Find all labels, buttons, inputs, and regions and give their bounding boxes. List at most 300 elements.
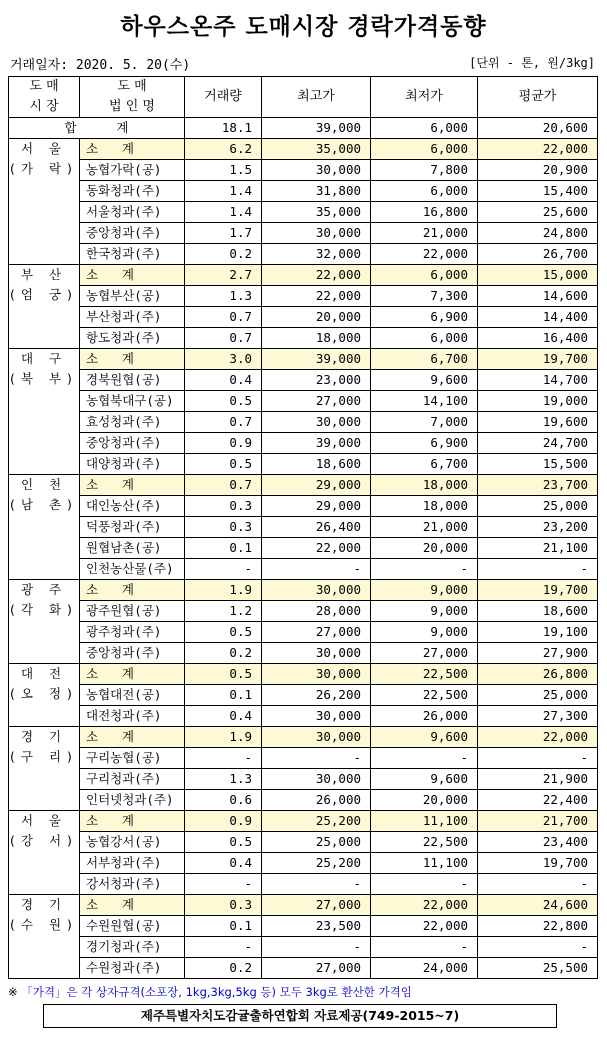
subtotal-avg: 23,700 (478, 475, 598, 496)
header-corp-line1: 도 매 (117, 79, 147, 94)
cell-volume: 0.4 (185, 370, 262, 391)
cell-min: 9,600 (371, 769, 478, 790)
subtotal-label (80, 265, 185, 286)
cell-max: 29,000 (262, 496, 371, 517)
corp-name: 동화청과(주) (80, 181, 185, 202)
subtotal-avg: 21,700 (478, 811, 598, 832)
corp-name: 중앙청과(주) (80, 433, 185, 454)
table-row (9, 517, 598, 538)
cell-max: 26,000 (262, 790, 371, 811)
cell-volume: 0.5 (185, 832, 262, 853)
subtotal-avg: 22,000 (478, 727, 598, 748)
cell-max: 27,000 (262, 622, 371, 643)
subtotal-char: 계 (121, 897, 134, 912)
subtotal-row (9, 895, 598, 916)
market-location: (수 원) (10, 917, 78, 932)
cell-avg: 24,800 (478, 223, 598, 244)
subtotal-char: 계 (121, 351, 134, 366)
cell-min: 21,000 (371, 223, 478, 244)
subtotal-volume: 2.7 (185, 265, 262, 286)
subtotal-volume: 0.3 (185, 895, 262, 916)
subtotal-label (80, 475, 185, 496)
subtotal-char: 소 (86, 666, 99, 681)
cell-min: 21,000 (371, 517, 478, 538)
cell-avg: 14,400 (478, 307, 598, 328)
subtotal-label (80, 727, 185, 748)
subtotal-label (80, 139, 185, 160)
header-max: 최고가 (262, 77, 371, 118)
corp-name: 농협가락(공) (80, 160, 185, 181)
table-row (9, 370, 598, 391)
cell-min: 22,000 (371, 916, 478, 937)
subtotal-row (9, 580, 598, 601)
cell-max: 26,400 (262, 517, 371, 538)
market-name: 광 주 (20, 582, 68, 597)
market-name: 대 전 (20, 666, 68, 681)
cell-min: 7,800 (371, 160, 478, 181)
table-row (9, 433, 598, 454)
cell-min: 18,000 (371, 496, 478, 517)
cell-avg: 19,000 (478, 391, 598, 412)
cell-min: - (371, 748, 478, 769)
subtotal-row (9, 664, 598, 685)
subtotal-min: 9,600 (371, 727, 478, 748)
corp-name: 농협대전(공) (80, 685, 185, 706)
subtotal-max: 30,000 (262, 727, 371, 748)
market-name: 경 기 (20, 729, 68, 744)
corp-name: 인터넷청과(주) (80, 790, 185, 811)
subtotal-max: 27,000 (262, 895, 371, 916)
header-min: 최저가 (371, 77, 478, 118)
cell-avg: 25,500 (478, 958, 598, 979)
subtotal-row (9, 475, 598, 496)
footnote (8, 984, 412, 1000)
cell-volume: 0.2 (185, 958, 262, 979)
table-row (9, 244, 598, 265)
corp-name: 경북원협(공) (80, 370, 185, 391)
cell-min: 16,800 (371, 202, 478, 223)
cell-min: 6,900 (371, 433, 478, 454)
cell-min: 9,000 (371, 622, 478, 643)
trade-date: 거래일자: 2020. 5. 20(수) (10, 58, 191, 73)
subtotal-min: 6,700 (371, 349, 478, 370)
table-row (9, 391, 598, 412)
cell-max: 35,000 (262, 202, 371, 223)
cell-volume: 0.2 (185, 244, 262, 265)
subtotal-row (9, 265, 598, 286)
subtotal-label (80, 349, 185, 370)
cell-avg: 18,600 (478, 601, 598, 622)
market-cell (9, 895, 80, 979)
cell-volume: 0.9 (185, 433, 262, 454)
cell-min: 6,900 (371, 307, 478, 328)
subtotal-min: 6,000 (371, 265, 478, 286)
cell-max: 25,000 (262, 832, 371, 853)
corp-name: 수원원협(공) (80, 916, 185, 937)
cell-avg: 15,500 (478, 454, 598, 475)
corp-name: 중앙청과(주) (80, 643, 185, 664)
table-row (9, 748, 598, 769)
cell-avg: 14,700 (478, 370, 598, 391)
subtotal-char: 계 (121, 477, 134, 492)
cell-avg: 25,600 (478, 202, 598, 223)
cell-max: 28,000 (262, 601, 371, 622)
subtotal-char: 계 (121, 813, 134, 828)
subtotal-label (80, 664, 185, 685)
subtotal-max: 35,000 (262, 139, 371, 160)
cell-max: - (262, 748, 371, 769)
market-location: (오 정) (10, 686, 78, 701)
table-row (9, 412, 598, 433)
cell-min: 26,000 (371, 706, 478, 727)
subtotal-avg: 26,800 (478, 664, 598, 685)
cell-volume: - (185, 937, 262, 958)
table-row (9, 181, 598, 202)
corp-name: 농협부산(공) (80, 286, 185, 307)
table-row (9, 790, 598, 811)
table-row (9, 643, 598, 664)
market-cell (9, 475, 80, 580)
corp-name: 효성청과(주) (80, 412, 185, 433)
cell-min: 14,100 (371, 391, 478, 412)
cell-max: 27,000 (262, 391, 371, 412)
cell-avg: - (478, 937, 598, 958)
cell-avg: - (478, 874, 598, 895)
subtotal-avg: 19,700 (478, 580, 598, 601)
subtotal-char: 소 (86, 267, 99, 282)
subtotal-row (9, 139, 598, 160)
corp-name: 경기청과(주) (80, 937, 185, 958)
cell-max: 32,000 (262, 244, 371, 265)
cell-max: 18,600 (262, 454, 371, 475)
market-location: (북 부) (10, 371, 78, 386)
cell-volume: 0.7 (185, 412, 262, 433)
subtotal-char: 소 (86, 582, 99, 597)
subtotal-row (9, 349, 598, 370)
cell-avg: 19,700 (478, 853, 598, 874)
corp-name: 항도청과(주) (80, 328, 185, 349)
market-name: 인 천 (20, 477, 68, 492)
table-header-row (9, 77, 598, 118)
subtotal-avg: 19,700 (478, 349, 598, 370)
cell-avg: 19,600 (478, 412, 598, 433)
corp-name: 광주원협(공) (80, 601, 185, 622)
cell-avg: - (478, 748, 598, 769)
corp-name: 덕풍청과(주) (80, 517, 185, 538)
header-market-line2: 시 장 (29, 99, 59, 114)
cell-min: 22,000 (371, 244, 478, 265)
subtotal-char: 계 (121, 141, 134, 156)
unit-label: [단위 - 톤, 원/3kg] (469, 56, 595, 70)
table-row (9, 559, 598, 580)
cell-volume: 0.5 (185, 622, 262, 643)
corp-name: 광주청과(주) (80, 622, 185, 643)
cell-volume: 0.6 (185, 790, 262, 811)
cell-max: 27,000 (262, 958, 371, 979)
corp-name: 서부청과(주) (80, 853, 185, 874)
cell-avg: 25,000 (478, 496, 598, 517)
market-name: 서 울 (20, 813, 68, 828)
subtotal-volume: 0.5 (185, 664, 262, 685)
cell-avg: 26,700 (478, 244, 598, 265)
cell-min: 20,000 (371, 790, 478, 811)
total-row (9, 118, 598, 139)
cell-avg: 27,300 (478, 706, 598, 727)
subtotal-char: 계 (121, 582, 134, 597)
market-name: 대 구 (20, 351, 68, 366)
price-table (8, 76, 598, 979)
subtotal-max: 29,000 (262, 475, 371, 496)
cell-min: 6,000 (371, 181, 478, 202)
cell-max: 20,000 (262, 307, 371, 328)
corp-name: 대인농산(주) (80, 496, 185, 517)
market-location: (가 락) (10, 161, 78, 176)
table-row (9, 937, 598, 958)
corp-name: 수원청과(주) (80, 958, 185, 979)
header-corp-line2: 법 인 명 (109, 99, 155, 114)
market-location: (남 촌) (10, 497, 78, 512)
market-location: (구 리) (10, 749, 78, 764)
total-volume: 18.1 (185, 118, 262, 139)
cell-avg: 16,400 (478, 328, 598, 349)
cell-max: 30,000 (262, 412, 371, 433)
subtotal-max: 39,000 (262, 349, 371, 370)
cell-avg: 20,900 (478, 160, 598, 181)
table-row (9, 223, 598, 244)
cell-avg: 21,100 (478, 538, 598, 559)
corp-name: 중앙청과(주) (80, 223, 185, 244)
cell-min: 7,000 (371, 412, 478, 433)
cell-max: 30,000 (262, 706, 371, 727)
market-name: 부 산 (20, 267, 68, 282)
corp-name: 서울청과(주) (80, 202, 185, 223)
subtotal-char: 계 (121, 666, 134, 681)
table-row (9, 769, 598, 790)
subtotal-char: 소 (86, 813, 99, 828)
corp-name: 대양청과(주) (80, 454, 185, 475)
table-row (9, 601, 598, 622)
subtotal-char: 계 (121, 729, 134, 744)
subtotal-volume: 3.0 (185, 349, 262, 370)
market-cell (9, 580, 80, 664)
subtotal-avg: 24,600 (478, 895, 598, 916)
cell-max: 30,000 (262, 643, 371, 664)
cell-min: 24,000 (371, 958, 478, 979)
table-row (9, 874, 598, 895)
corp-name: 구리농협(공) (80, 748, 185, 769)
subtotal-volume: 1.9 (185, 727, 262, 748)
cell-volume: 0.5 (185, 391, 262, 412)
subtotal-volume: 0.9 (185, 811, 262, 832)
cell-max: 39,000 (262, 433, 371, 454)
cell-min: 22,500 (371, 832, 478, 853)
cell-volume: 0.1 (185, 685, 262, 706)
subtotal-char: 소 (86, 141, 99, 156)
table-row (9, 622, 598, 643)
market-name: 서 울 (20, 141, 68, 156)
subtotal-min: 22,500 (371, 664, 478, 685)
corp-name: 인천농산물(주) (80, 559, 185, 580)
cell-max: - (262, 937, 371, 958)
table-row (9, 916, 598, 937)
cell-volume: 1.3 (185, 769, 262, 790)
subtotal-avg: 22,000 (478, 139, 598, 160)
table-row (9, 328, 598, 349)
cell-volume: - (185, 748, 262, 769)
cell-volume: 1.7 (185, 223, 262, 244)
cell-volume: 0.4 (185, 853, 262, 874)
market-cell (9, 664, 80, 727)
cell-max: 23,000 (262, 370, 371, 391)
cell-max: 18,000 (262, 328, 371, 349)
table-row (9, 202, 598, 223)
cell-avg: - (478, 559, 598, 580)
cell-volume: 0.4 (185, 706, 262, 727)
cell-min: - (371, 937, 478, 958)
table-row (9, 832, 598, 853)
cell-avg: 23,400 (478, 832, 598, 853)
subtotal-min: 6,000 (371, 139, 478, 160)
cell-volume: - (185, 874, 262, 895)
cell-avg: 15,400 (478, 181, 598, 202)
market-name: 경 기 (20, 897, 68, 912)
subtotal-row (9, 811, 598, 832)
table-row (9, 685, 598, 706)
cell-min: 27,000 (371, 643, 478, 664)
page-title: 하우스온주 도매시장 경락가격동향 (120, 14, 487, 40)
cell-max: 30,000 (262, 769, 371, 790)
corp-name: 부산청과(주) (80, 307, 185, 328)
table-row (9, 454, 598, 475)
subtotal-char: 소 (86, 897, 99, 912)
total-max: 39,000 (262, 118, 371, 139)
header-market-line1: 도 매 (29, 79, 59, 94)
cell-max: 26,200 (262, 685, 371, 706)
subtotal-max: 25,200 (262, 811, 371, 832)
cell-max: 25,200 (262, 853, 371, 874)
cell-min: 11,100 (371, 853, 478, 874)
subtotal-avg: 15,000 (478, 265, 598, 286)
cell-avg: 14,600 (478, 286, 598, 307)
cell-max: - (262, 559, 371, 580)
subtotal-row (9, 727, 598, 748)
table-row (9, 307, 598, 328)
subtotal-min: 18,000 (371, 475, 478, 496)
market-location: (강 서) (10, 833, 78, 848)
subtotal-max: 30,000 (262, 580, 371, 601)
total-avg: 20,600 (478, 118, 598, 139)
cell-avg: 23,200 (478, 517, 598, 538)
total-label: 합 계 (9, 118, 185, 139)
cell-avg: 22,400 (478, 790, 598, 811)
subtotal-label (80, 895, 185, 916)
subtotal-min: 9,000 (371, 580, 478, 601)
market-cell (9, 727, 80, 811)
market-cell (9, 265, 80, 349)
corp-name: 원협남촌(공) (80, 538, 185, 559)
cell-volume: 0.1 (185, 916, 262, 937)
cell-volume: 0.2 (185, 643, 262, 664)
corp-name: 구리청과(주) (80, 769, 185, 790)
corp-name: 강서청과(주) (80, 874, 185, 895)
market-location: (엄 궁) (10, 287, 78, 302)
cell-avg: 22,800 (478, 916, 598, 937)
subtotal-max: 30,000 (262, 664, 371, 685)
market-cell (9, 139, 80, 265)
source-box: 제주특별자치도감귤출하연합회 자료제공(749-2015~7) (43, 1004, 557, 1028)
subtotal-max: 22,000 (262, 265, 371, 286)
cell-avg: 19,100 (478, 622, 598, 643)
cell-volume: 0.3 (185, 496, 262, 517)
subtotal-volume: 0.7 (185, 475, 262, 496)
cell-max: 30,000 (262, 160, 371, 181)
cell-volume: 0.1 (185, 538, 262, 559)
corp-name: 대전청과(주) (80, 706, 185, 727)
cell-max: 22,000 (262, 538, 371, 559)
cell-max: - (262, 874, 371, 895)
table-row (9, 160, 598, 181)
table-row (9, 706, 598, 727)
table-row (9, 958, 598, 979)
cell-volume: 0.7 (185, 307, 262, 328)
corp-name: 농협북대구(공) (80, 391, 185, 412)
table-row (9, 538, 598, 559)
cell-avg: 27,900 (478, 643, 598, 664)
subtotal-char: 소 (86, 351, 99, 366)
cell-min: 6,700 (371, 454, 478, 475)
corp-name: 한국청과(주) (80, 244, 185, 265)
corp-name: 농협강서(공) (80, 832, 185, 853)
table-row (9, 496, 598, 517)
subtotal-min: 11,100 (371, 811, 478, 832)
total-min: 6,000 (371, 118, 478, 139)
market-cell (9, 349, 80, 475)
cell-max: 30,000 (262, 223, 371, 244)
subtotal-min: 22,000 (371, 895, 478, 916)
cell-avg: 21,900 (478, 769, 598, 790)
cell-avg: 25,000 (478, 685, 598, 706)
cell-min: 9,600 (371, 370, 478, 391)
market-cell (9, 811, 80, 895)
cell-volume: 1.5 (185, 160, 262, 181)
cell-avg: 24,700 (478, 433, 598, 454)
subtotal-label (80, 811, 185, 832)
cell-min: - (371, 559, 478, 580)
cell-min: 22,500 (371, 685, 478, 706)
cell-min: 20,000 (371, 538, 478, 559)
cell-max: 23,500 (262, 916, 371, 937)
cell-max: 22,000 (262, 286, 371, 307)
table-row (9, 286, 598, 307)
table-row (9, 853, 598, 874)
cell-min: - (371, 874, 478, 895)
header-market (9, 77, 80, 118)
subtotal-volume: 1.9 (185, 580, 262, 601)
subtotal-label (80, 580, 185, 601)
cell-volume: - (185, 559, 262, 580)
cell-volume: 0.7 (185, 328, 262, 349)
cell-volume: 1.4 (185, 202, 262, 223)
cell-volume: 1.2 (185, 601, 262, 622)
header-corp (80, 77, 185, 118)
header-volume: 거래량 (185, 77, 262, 118)
cell-volume: 1.3 (185, 286, 262, 307)
cell-min: 6,000 (371, 328, 478, 349)
note-text: 「가격」은 각 상자규격(소포장, 1kg,3kg,5kg 등) 모두 3kg로 환산한 가격임 (21, 985, 412, 999)
cell-max: 31,800 (262, 181, 371, 202)
cell-min: 9,000 (371, 601, 478, 622)
cell-min: 7,300 (371, 286, 478, 307)
